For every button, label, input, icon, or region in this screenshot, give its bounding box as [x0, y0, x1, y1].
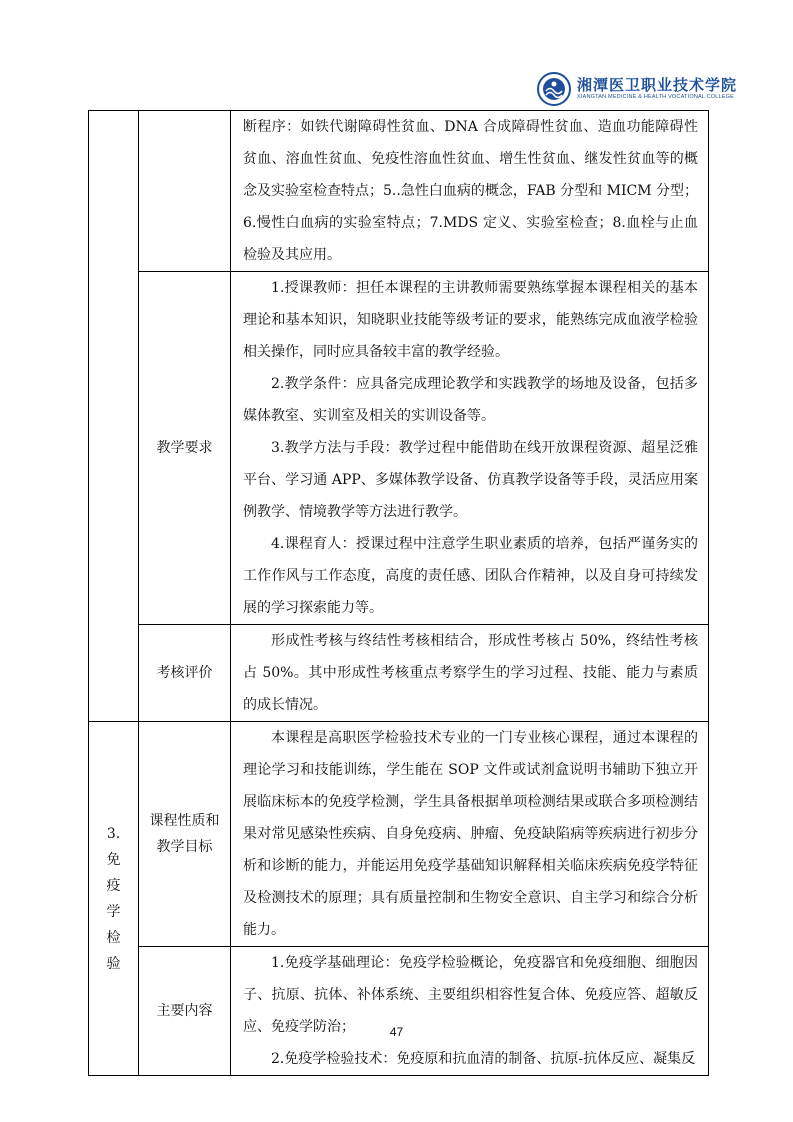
- content-paragraph: 形成性考核与终结性考核相结合，形成性考核占 50%，终结性考核占 50%。其中形成性考核重点考察学生的学习过程、技能、能力与素质的成长情况。: [243, 633, 698, 713]
- course-name-char: 疫: [106, 877, 121, 894]
- college-name-cn: 湘潭医卫职业技术学院: [577, 76, 738, 94]
- course-nature-label: [139, 722, 231, 947]
- assessment-label: 考核评价: [139, 625, 231, 722]
- page-number: 47: [389, 1025, 404, 1039]
- course-name-char: 验: [106, 955, 121, 972]
- course-number: 3.: [106, 825, 121, 842]
- label-line: 课程性质和: [149, 813, 220, 829]
- course-table: [88, 110, 709, 1076]
- main-content: [231, 947, 709, 1076]
- label-line: 教学目标: [156, 839, 213, 855]
- content-paragraph: 断程序：如铁代谢障碍性贫血、DNA 合成障碍性贫血、造血功能障碍性贫血、溶血性贫血、免疫性溶血性贫血、增生性贫血、继发性贫血等的概念及实验室检查特点；5..急性白血病的概念，FAB 分型和 MICM 分型；6.慢性白血病的实验室特点；7.MDS 定义、实验室检查；8.血栓与止血检验及其应用。: [243, 119, 698, 263]
- main-content-continued: [231, 111, 709, 272]
- content-paragraph: 4.课程育人：授课过程中注意学生职业素质的培养，包括严谨务实的工作作风与工作态度，高度的责任感、团队合作精神，以及自身可持续发展的学习探索能力等。: [243, 536, 698, 616]
- table-row: [89, 722, 709, 947]
- content-paragraph: 1.免疫学基础理论：免疫学检验概论，免疫器官和免疫细胞、细胞因子、抗原、抗体、补体系统、主要组织相容性复合体、免疫应答、超敏反应、免疫学防治；: [243, 955, 698, 1035]
- teaching-requirements-label: 教学要求: [139, 272, 231, 625]
- course-name-char: 检: [106, 929, 121, 946]
- content-paragraph: 本课程是高职医学检验技术专业的一门专业核心课程，通过本课程的理论学习和技能训练，学生能在 SOP 文件或试剂盒说明书辅助下独立开展临床标本的免疫学检测，学生具备根据单项检测结果或联合多项检测结果对常见感染性疾病、自身免疫病、肿瘤、免疫缺陷病等疾病进行初步分析和诊断的能力，并能运用免疫学基础知识解释相关临床疾病免疫学特征及检测技术的原理；具有质量控制和生物安全意识、自主学习和综合分析能力。: [243, 730, 698, 938]
- college-logo: [537, 72, 738, 108]
- course-name-char: 免: [106, 851, 121, 868]
- course-name-cell: [89, 722, 139, 1076]
- course-nature-content: [231, 722, 709, 947]
- content-paragraph: 1.授课教师：担任本课程的主讲教师需要熟练掌握本课程相关的基本理论和基本知识，知晓职业技能等级考证的要求，能熟练完成血液学检验相关操作，同时应具备较丰富的教学经验。: [243, 280, 698, 360]
- college-emblem-icon: [537, 72, 571, 106]
- content-paragraph: 2.免疫学检验技术：免疫原和抗血清的制备、抗原-抗体反应、凝集反: [271, 1051, 696, 1067]
- assessment-content: [231, 625, 709, 722]
- course-name-cell-prev: [89, 111, 139, 722]
- content-paragraph: 2.教学条件：应具备完成理论教学和实践教学的场地及设备，包括多媒体教室、实训室及相关的实训设备等。: [243, 376, 698, 424]
- content-paragraph: 3.教学方法与手段：教学过程中能借助在线开放课程资源、超星泛雅平台、学习通 APP、多媒体教学设备、仿真教学设备等手段，灵活应用案例教学、情境教学等方法进行教学。: [243, 440, 698, 520]
- label-cell-empty: [139, 111, 231, 272]
- course-name-char: 学: [106, 903, 121, 920]
- table-row: [89, 947, 709, 1076]
- college-name-en: XIANGTAN MEDICINE & HEALTH VOCATIONAL COLLEGE: [577, 94, 735, 100]
- main-content-label: 主要内容: [139, 947, 231, 1076]
- table-row: [89, 111, 709, 272]
- table-row: [89, 272, 709, 625]
- teaching-requirements-content: [231, 272, 709, 625]
- table-row: [89, 625, 709, 722]
